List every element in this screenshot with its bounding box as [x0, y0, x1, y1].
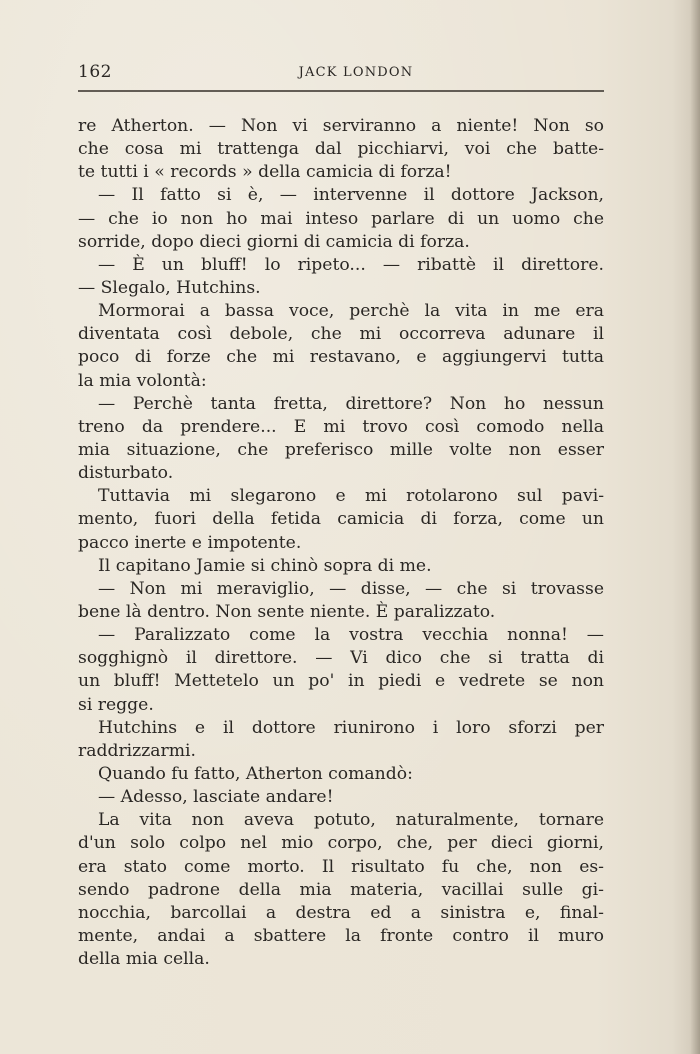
text-line: mente, andai a sbattere la fronte contro il muro: [78, 925, 604, 946]
text-line: Il capitano Jamie si chinò sopra di me.: [98, 555, 432, 576]
text-line: — Il fatto si è, — intervenne il dottore Jackson,: [98, 185, 604, 206]
text-line: poco di forze che mi restavano, e aggiungervi tutta: [78, 347, 604, 368]
text-line: che cosa mi trattenga dal picchiarvi, voi che batte-: [78, 139, 604, 160]
text-line: bene là dentro. Non sente niente. È paralizzato.: [78, 601, 496, 622]
text-line: La vita non aveva potuto, naturalmente, tornare: [98, 810, 604, 831]
text-line: — Perchè tanta fretta, direttore? Non ho nessun: [98, 393, 604, 414]
text-line: Tuttavia mi slegarono e mi rotolarono sul pavi-: [98, 486, 604, 507]
text-line: — Paralizzato come la vostra vecchia nonna! —: [98, 625, 604, 646]
text-line: — Slegalo, Hutchins.: [78, 277, 261, 298]
text-line: mia situazione, che preferisco mille volte non esser: [78, 439, 604, 460]
text-line: d'un solo colpo nel mio corpo, che, per dieci giorni,: [78, 833, 604, 854]
text-line: re Atherton. — Non vi serviranno a niente! Non so: [78, 116, 604, 136]
text-line: Hutchins e il dottore riunirono i loro sforzi per: [98, 717, 604, 738]
header-rule: [78, 90, 604, 92]
text-line: un bluff! Mettetelo un po' in piedi e vedrete se non: [78, 671, 604, 692]
text-line: — È un bluff! lo ripeto... — ribattè il direttore.: [98, 254, 604, 275]
text-line: — Adesso, lasciate andare!: [98, 787, 334, 808]
text-line: pacco inerte e impotente.: [78, 532, 302, 553]
text-line: disturbato.: [78, 463, 174, 484]
page-header: [78, 58, 604, 86]
text-line: Quando fu fatto, Atherton comandò:: [98, 763, 413, 784]
text-line: — che io non ho mai inteso parlare di un uomo che: [78, 208, 604, 229]
page-edge-shadow: [690, 0, 700, 1054]
text-line: nocchia, barcollai a destra ed a sinistra e, final-: [78, 902, 604, 923]
running-head: JACK LONDON: [298, 65, 414, 80]
text-line: te tutti i « records » della camicia di forza!: [78, 162, 452, 183]
text-line: Mormorai a bassa voce, perchè la vita in me era: [98, 301, 604, 322]
page-number: 162: [78, 62, 112, 82]
text-line: sendo padrone della mia materia, vacillai sulle gi-: [78, 879, 604, 900]
text-line: della mia cella.: [78, 949, 210, 970]
text-line: raddrizzarmi.: [78, 740, 197, 761]
text-line: diventata così debole, che mi occorreva adunare il: [78, 324, 604, 345]
text-line: la mia volontà:: [78, 370, 207, 391]
text-line: sorride, dopo dieci giorni di camicia di forza.: [78, 231, 470, 252]
text-line: — Non mi meraviglio, — disse, — che si trovasse: [98, 578, 604, 599]
text-line: si regge.: [78, 694, 154, 715]
text-line: sogghignò il direttore. — Vi dico che si tratta di: [78, 648, 604, 669]
text-line: treno da prendere... E mi trovo così comodo nella: [78, 416, 604, 437]
text-line: mento, fuori della fetida camicia di forza, come un: [78, 509, 604, 530]
text-line: era stato come morto. Il risultato fu che, non es-: [78, 856, 604, 877]
body-text: [78, 115, 604, 971]
